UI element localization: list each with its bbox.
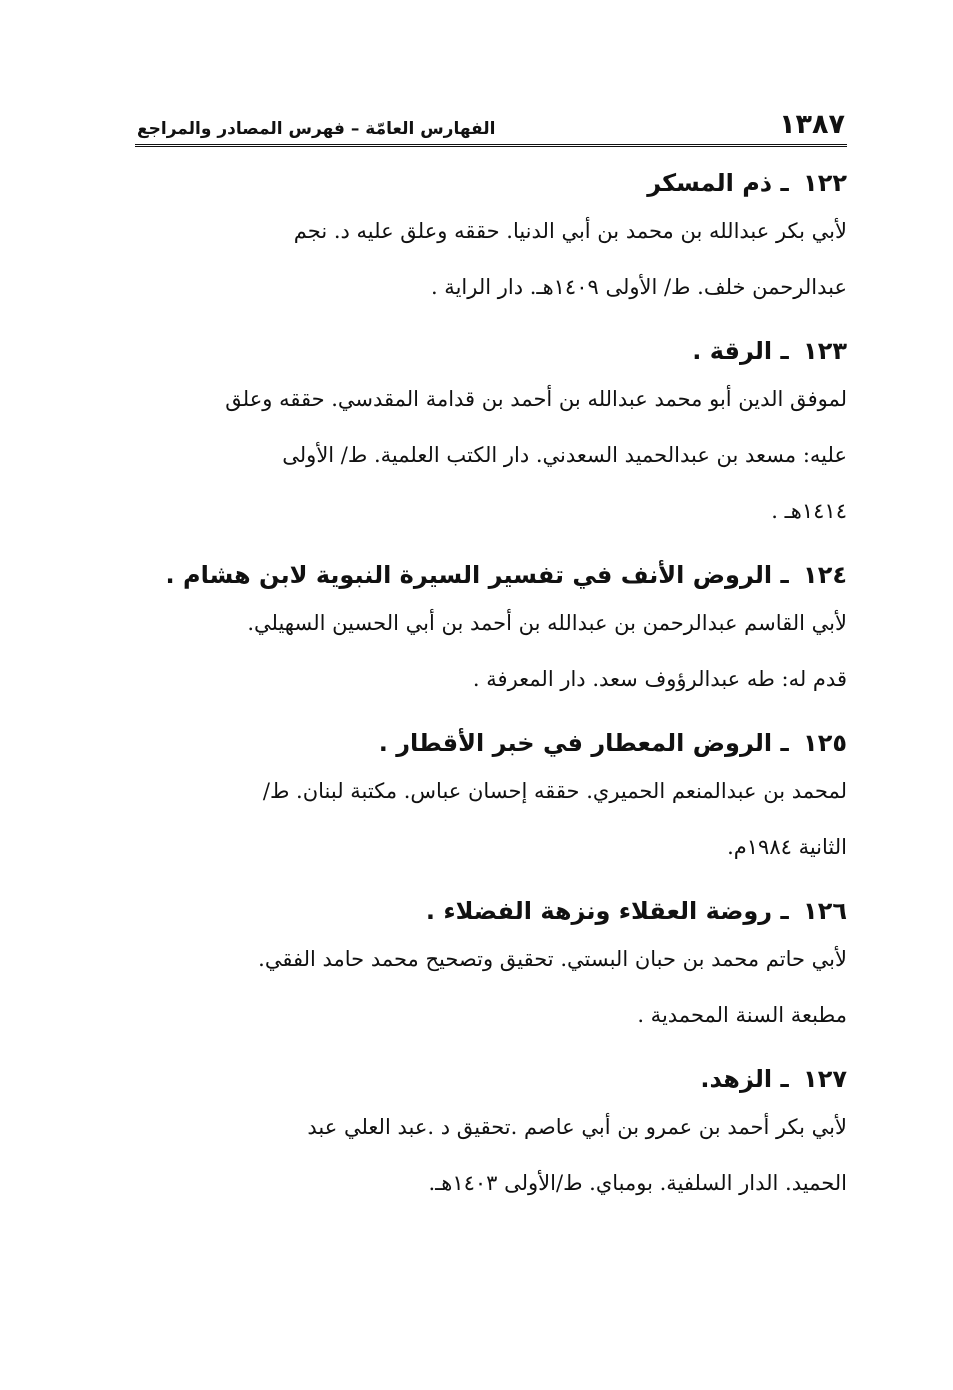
entry-number: ١٢٧ xyxy=(803,1065,847,1093)
entry-description xyxy=(135,595,847,707)
entry-title: ـ الرقة . xyxy=(692,337,789,365)
running-header xyxy=(135,98,847,147)
bibliography-entry xyxy=(135,1059,847,1211)
entry-heading xyxy=(135,555,847,595)
bibliography-entry xyxy=(135,555,847,707)
entry-line: لأبي بكر أحمد بن عمرو بن أبي عاصم .تحقيق د .عبد العلي عبد xyxy=(307,1115,847,1139)
entry-line: الثانية ١٩٨٤م. xyxy=(727,835,847,859)
running-header-title: الفهارس العامّة – فهرس المصادر والمراجع xyxy=(137,119,496,139)
entry-line: قدم له: طه عبدالرؤوف سعد. دار المعرفة . xyxy=(472,667,847,691)
entry-line: عبدالرحمن خلف. ط/ الأولى ١٤٠٩هـ. دار الراية . xyxy=(430,275,847,299)
entry-line: لأبي حاتم محمد بن حبان البستي. تحقيق وتصحيح محمد حامد الفقي. xyxy=(258,947,847,971)
entry-description xyxy=(135,931,847,1043)
entry-heading xyxy=(135,1059,847,1099)
entry-line: لموفق الدين أبو محمد عبدالله بن أحمد بن قدامة المقدسي. حققه وعلق xyxy=(225,387,847,411)
entry-heading xyxy=(135,891,847,931)
entry-number: ١٢٤ xyxy=(803,561,847,589)
bibliography-list xyxy=(135,163,847,1211)
entry-title: ـ روضة العقلاء ونزهة الفضلاء . xyxy=(425,897,789,925)
entry-description xyxy=(135,1099,847,1211)
bibliography-entry xyxy=(135,163,847,315)
entry-title: ـ الزهد. xyxy=(700,1065,789,1093)
entry-description xyxy=(135,371,847,539)
book-page xyxy=(135,98,847,1211)
entry-title: ـ ذم المسكر xyxy=(647,169,789,197)
entry-line: مطبعة السنة المحمدية . xyxy=(637,1003,847,1027)
entry-heading xyxy=(135,723,847,763)
entry-line: لأبي بكر عبدالله بن محمد بن أبي الدنيا. حققه وعلق عليه د. نجم xyxy=(293,219,847,243)
entry-number: ١٢٣ xyxy=(803,337,847,365)
entry-title: ـ الروض الأنف في تفسير السيرة النبوية لابن هشام . xyxy=(165,561,789,589)
bibliography-entry xyxy=(135,331,847,539)
entry-number: ١٢٢ xyxy=(803,169,847,197)
entry-title: ـ الروض المعطار في خبر الأقطار . xyxy=(378,729,789,757)
entry-line: لأبي القاسم عبدالرحمن بن عبدالله بن أحمد بن أبي الحسين السهيلي. xyxy=(247,611,847,635)
bibliography-entry xyxy=(135,891,847,1043)
entry-heading xyxy=(135,163,847,203)
entry-heading xyxy=(135,331,847,371)
entry-number: ١٢٦ xyxy=(803,897,847,925)
entry-line: عليه: مسعد بن عبدالحميد السعدني. دار الكتب العلمية. ط/ الأولى xyxy=(282,443,847,467)
entry-description xyxy=(135,203,847,315)
entry-number: ١٢٥ xyxy=(803,729,847,757)
entry-description xyxy=(135,763,847,875)
entry-line: الحميد. الدار السلفية. بومباي. ط/الأولى ١٤٠٣هـ. xyxy=(428,1171,847,1195)
page-number: ١٣٨٧ xyxy=(779,109,845,140)
entry-line: ١٤١٤هـ . xyxy=(771,499,847,523)
entry-line: لمحمد بن عبدالمنعم الحميري. حققه إحسان عباس. مكتبة لبنان. ط/ xyxy=(262,779,847,803)
bibliography-entry xyxy=(135,723,847,875)
